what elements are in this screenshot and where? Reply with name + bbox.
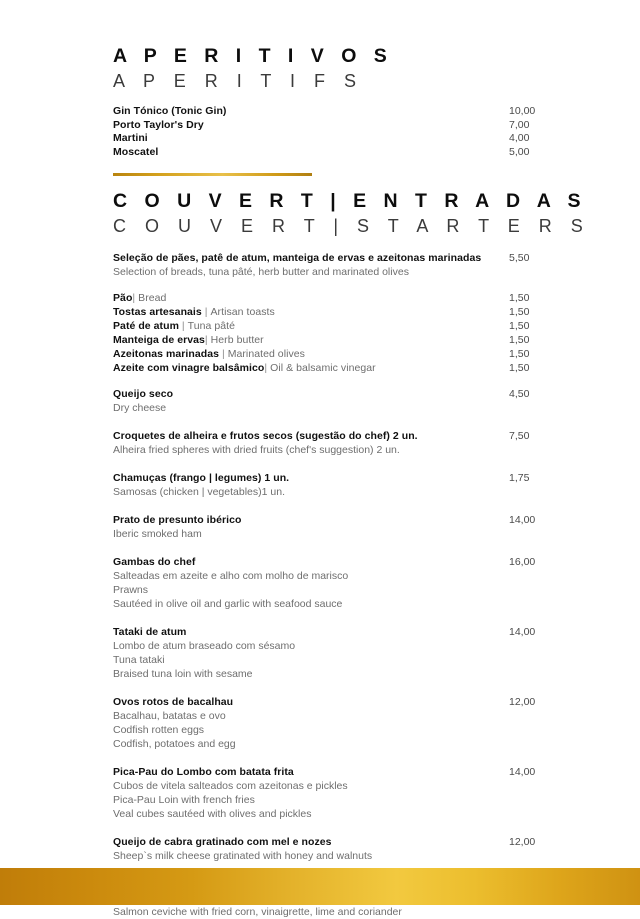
couvert-components-list bbox=[113, 291, 571, 375]
item-title: Seleção de pães, patê de atum, manteiga de ervas e azeitonas marinadas bbox=[113, 251, 482, 264]
item-price: 5,50 bbox=[509, 251, 530, 264]
item-description-en: Salmon ceviche with fried corn, vinaigrette, lime and coriander bbox=[113, 905, 402, 918]
menu-item-row bbox=[113, 251, 571, 279]
item-price: 7,50 bbox=[509, 429, 530, 442]
section-aperitivos-header bbox=[113, 44, 571, 93]
spacer bbox=[113, 611, 571, 625]
item-description: Selection of breads, tuna pâté, herb butter and marinated olives bbox=[113, 265, 409, 278]
item-description-en-2: Sautéed in olive oil and garlic with seafood sauce bbox=[113, 597, 343, 610]
menu-item-row bbox=[113, 347, 571, 361]
item-title-en: Bread bbox=[138, 291, 167, 304]
menu-item-row bbox=[113, 513, 571, 541]
item-price: 1,50 bbox=[509, 361, 530, 374]
item-price: 1,50 bbox=[509, 333, 530, 346]
menu-content bbox=[113, 44, 590, 919]
item-price: 14,00 bbox=[509, 625, 536, 638]
pipe-separator: | bbox=[221, 347, 225, 360]
item-title: Azeite com vinagre balsâmico bbox=[113, 361, 265, 374]
item-title-line bbox=[113, 291, 497, 305]
menu-item-row bbox=[113, 387, 571, 415]
spacer bbox=[113, 415, 571, 429]
menu-item-row bbox=[113, 105, 571, 119]
item-description-en: Pica-Pau Loin with french fries bbox=[113, 793, 255, 806]
item-title: Martini bbox=[113, 132, 148, 145]
item-title: Croquetes de alheira e frutos secos (sugestão do chef) 2 un. bbox=[113, 429, 418, 442]
aperitivos-item-list bbox=[113, 105, 571, 159]
item-description: Alheira fried spheres with dried fruits (chef's suggestion) 2 un. bbox=[113, 443, 400, 456]
pipe-separator: | bbox=[204, 305, 208, 318]
item-title-line bbox=[113, 361, 497, 375]
item-description: Cubos de vitela salteados com azeitonas e pickles bbox=[113, 779, 348, 792]
menu-item-row bbox=[113, 146, 571, 160]
item-price: 1,75 bbox=[509, 471, 530, 484]
menu-item-row bbox=[113, 625, 571, 681]
item-title: Paté de atum bbox=[113, 319, 182, 332]
item-price: 1,50 bbox=[509, 305, 530, 318]
item-price: 4,50 bbox=[509, 387, 530, 400]
item-description-en: Prawns bbox=[113, 583, 149, 596]
menu-item-row bbox=[113, 471, 571, 499]
item-title: Queijo de cabra gratinado com mel e nozes bbox=[113, 835, 332, 848]
item-description: Bacalhau, batatas e ovo bbox=[113, 709, 226, 722]
item-title: Queijo seco bbox=[113, 387, 174, 400]
spacer bbox=[113, 457, 571, 471]
item-price: 16,00 bbox=[509, 555, 536, 568]
item-title-en: Tuna pâté bbox=[187, 319, 236, 332]
menu-item-row bbox=[113, 835, 571, 863]
item-description-en: Codfish rotten eggs bbox=[113, 723, 205, 736]
spacer bbox=[113, 279, 571, 291]
section-title-couvert-entradas: C O U V E R T | E N T R A D A S bbox=[113, 190, 587, 213]
item-title-line bbox=[113, 319, 497, 333]
menu-item-row bbox=[113, 119, 571, 133]
item-description-en-2: Codfish, potatoes and egg bbox=[113, 737, 236, 750]
section-title-aperitivos: A P E R I T I V O S bbox=[113, 45, 393, 67]
section-subtitle-aperitifs: A P E R I T I F S bbox=[113, 70, 364, 91]
item-description: Lombo de atum braseado com sésamo bbox=[113, 639, 296, 652]
menu-item-row bbox=[113, 555, 571, 611]
menu-item-row bbox=[113, 695, 571, 751]
menu-item-row bbox=[113, 319, 571, 333]
pipe-separator: | bbox=[181, 319, 185, 332]
item-title: Manteiga de ervas bbox=[113, 333, 205, 346]
item-description: Dry cheese bbox=[113, 401, 167, 414]
pipe-separator: | bbox=[264, 361, 268, 374]
item-price: 12,00 bbox=[509, 835, 536, 848]
item-title: Gin Tónico (Tonic Gin) bbox=[113, 105, 227, 118]
item-price: 5,00 bbox=[509, 145, 530, 158]
section-couvert-header bbox=[113, 189, 590, 238]
item-title-line bbox=[113, 347, 497, 361]
item-title: Tostas artesanais bbox=[113, 305, 205, 318]
menu-item-row bbox=[113, 361, 571, 375]
spacer bbox=[113, 541, 571, 555]
item-title: Azeitonas marinadas bbox=[113, 347, 222, 360]
item-title-line bbox=[113, 305, 497, 319]
item-description: Salteadas em azeite e alho com molho de marisco bbox=[113, 569, 349, 582]
menu-item-row bbox=[113, 429, 571, 457]
bottom-gold-band bbox=[0, 868, 640, 905]
pipe-separator: | bbox=[204, 333, 208, 346]
item-price: 4,00 bbox=[509, 132, 530, 145]
item-title-line bbox=[113, 333, 497, 347]
spacer bbox=[113, 751, 571, 765]
spacer bbox=[113, 499, 571, 513]
item-price: 1,50 bbox=[509, 347, 530, 360]
couvert-item-list bbox=[113, 251, 571, 919]
item-description: Sheep`s milk cheese gratinated with honey and walnuts bbox=[113, 849, 373, 862]
pipe-separator: | bbox=[132, 291, 136, 304]
spacer bbox=[113, 375, 571, 387]
item-title: Prato de presunto ibérico bbox=[113, 513, 242, 526]
item-price: 12,00 bbox=[509, 695, 536, 708]
item-title: Porto Taylor's Dry bbox=[113, 118, 204, 131]
spacer bbox=[113, 681, 571, 695]
item-description: Iberic smoked ham bbox=[113, 527, 202, 540]
menu-item-row bbox=[113, 132, 571, 146]
item-title-en: Oil & balsamic vinegar bbox=[270, 361, 376, 374]
gold-divider bbox=[113, 173, 312, 176]
item-price: 7,00 bbox=[509, 118, 530, 131]
item-title: Ovos rotos de bacalhau bbox=[113, 695, 234, 708]
menu-item-row bbox=[113, 765, 571, 821]
item-title: Pica-Pau do Lombo com batata frita bbox=[113, 765, 294, 778]
item-title-en: Marinated olives bbox=[227, 347, 305, 360]
section-subtitle-couvert-starters: C O U V E R T | S T A R T E R S bbox=[113, 216, 590, 237]
item-description-en: Tuna tataki bbox=[113, 653, 165, 666]
item-title: Tataki de atum bbox=[113, 625, 187, 638]
menu-item-row bbox=[113, 305, 571, 319]
item-title-en: Artisan toasts bbox=[210, 305, 275, 318]
spacer bbox=[113, 821, 571, 835]
menu-item-row bbox=[113, 291, 571, 305]
item-description-en-2: Veal cubes sautéed with olives and pickles bbox=[113, 807, 312, 820]
item-price: 1,50 bbox=[509, 291, 530, 304]
item-price: 14,00 bbox=[509, 765, 536, 778]
item-title: Chamuças (frango | legumes) 1 un. bbox=[113, 471, 290, 484]
item-price: 1,50 bbox=[509, 319, 530, 332]
item-title-en: Herb butter bbox=[210, 333, 264, 346]
item-price: 14,00 bbox=[509, 513, 536, 526]
menu-item-row bbox=[113, 333, 571, 347]
item-description: Samosas (chicken | vegetables)1 un. bbox=[113, 485, 285, 498]
item-price: 10,00 bbox=[509, 105, 536, 118]
item-title: Pão bbox=[113, 291, 133, 304]
item-description-en-2: Braised tuna loin with sesame bbox=[113, 667, 253, 680]
item-title: Moscatel bbox=[113, 145, 159, 158]
item-title: Gambas do chef bbox=[113, 555, 196, 568]
